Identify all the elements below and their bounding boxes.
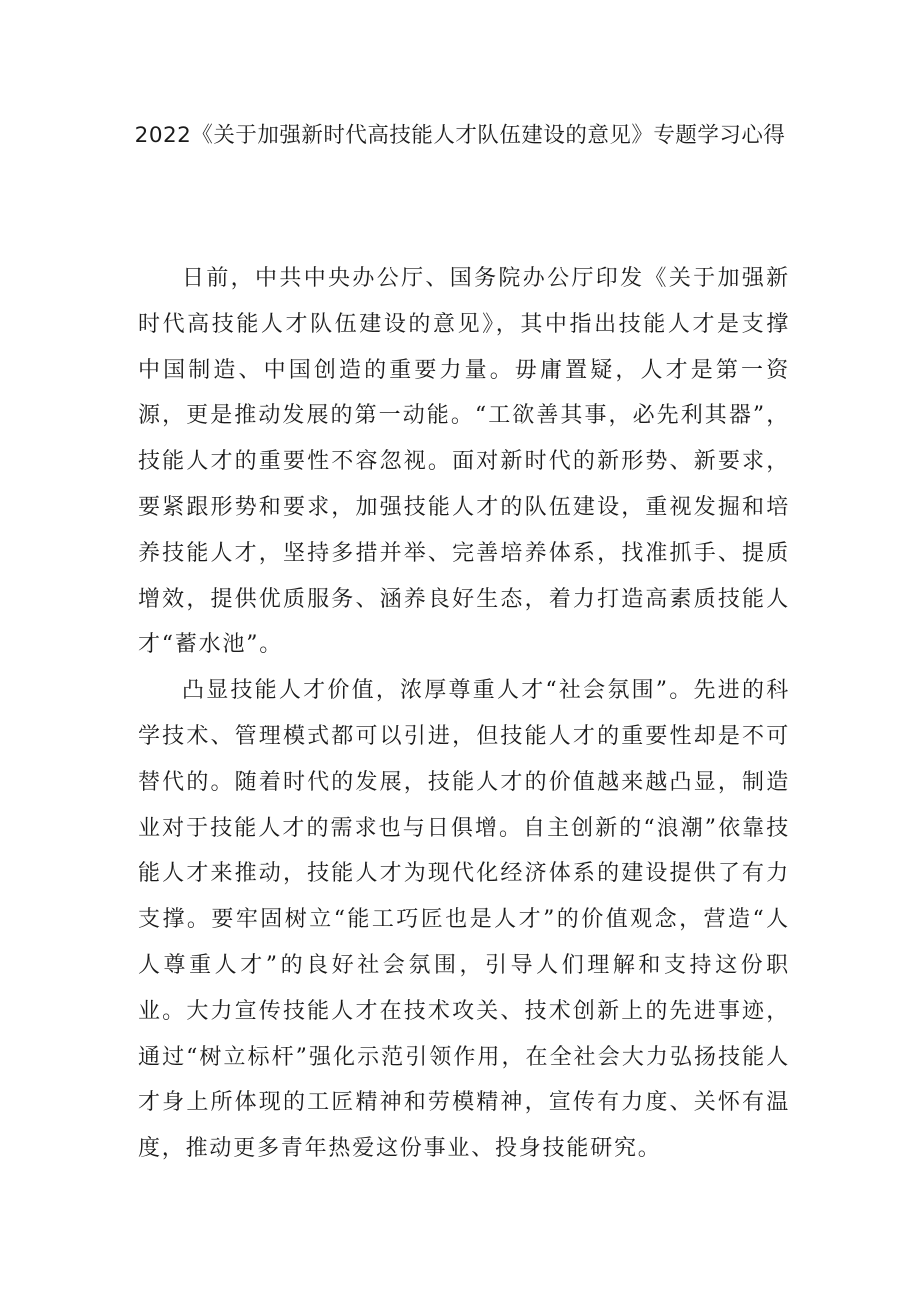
paragraph-1: 日前，中共中央办公厅、国务院办公厅印发《关于加强新时代高技能人才队伍建设的意见》，其中指出技能人才是支撑中国制造、中国创造的重要力量。毋庸置疑，人才是第一资源，更是推动发展的第一动能。“工欲善其事，必先利其器”，技能人才的重要性不容忽视。面对新时代的新形势、新要求，要紧跟形势和要求，加强技能人才的队伍建设，重视发掘和培养技能人才，坚持多措并举、完善培养体系，找准抓手、提质增效，提供优质服务、涵养良好生态，着力打造高素质技能人才“蓄水池”。 [138, 266, 790, 658]
paragraph-2: 凸显技能人才价值，浓厚尊重人才“社会氛围”。先进的科学技术、管理模式都可以引进，但技能人才的重要性却是不可替代的。随着时代的发展，技能人才的价值越来越凸显，制造业对于技能人才的需求也与日俱增。自主创新的“浪潮”依靠技能人才来推动，技能人才为现代化经济体系的建设提供了有力支撑。要牢固树立“能工巧匠也是人才”的价值观念，营造“人人尊重人才”的良好社会氛围，引导人们理解和支持这份职业。大力宣传技能人才在技术攻关、技术创新上的先进事迹，通过“树立标杆”强化示范引领作用，在全社会大力弘扬技能人才身上所体现的工匠精神和劳模精神，宣传有力度、关怀有温度，推动更多青年热爱这份事业、投身技能研究。 [138, 678, 790, 1162]
document-body [138, 256, 790, 1172]
document-title: 2022《关于加强新时代高技能人才队伍建设的意见》专题学习心得 [134, 123, 786, 148]
